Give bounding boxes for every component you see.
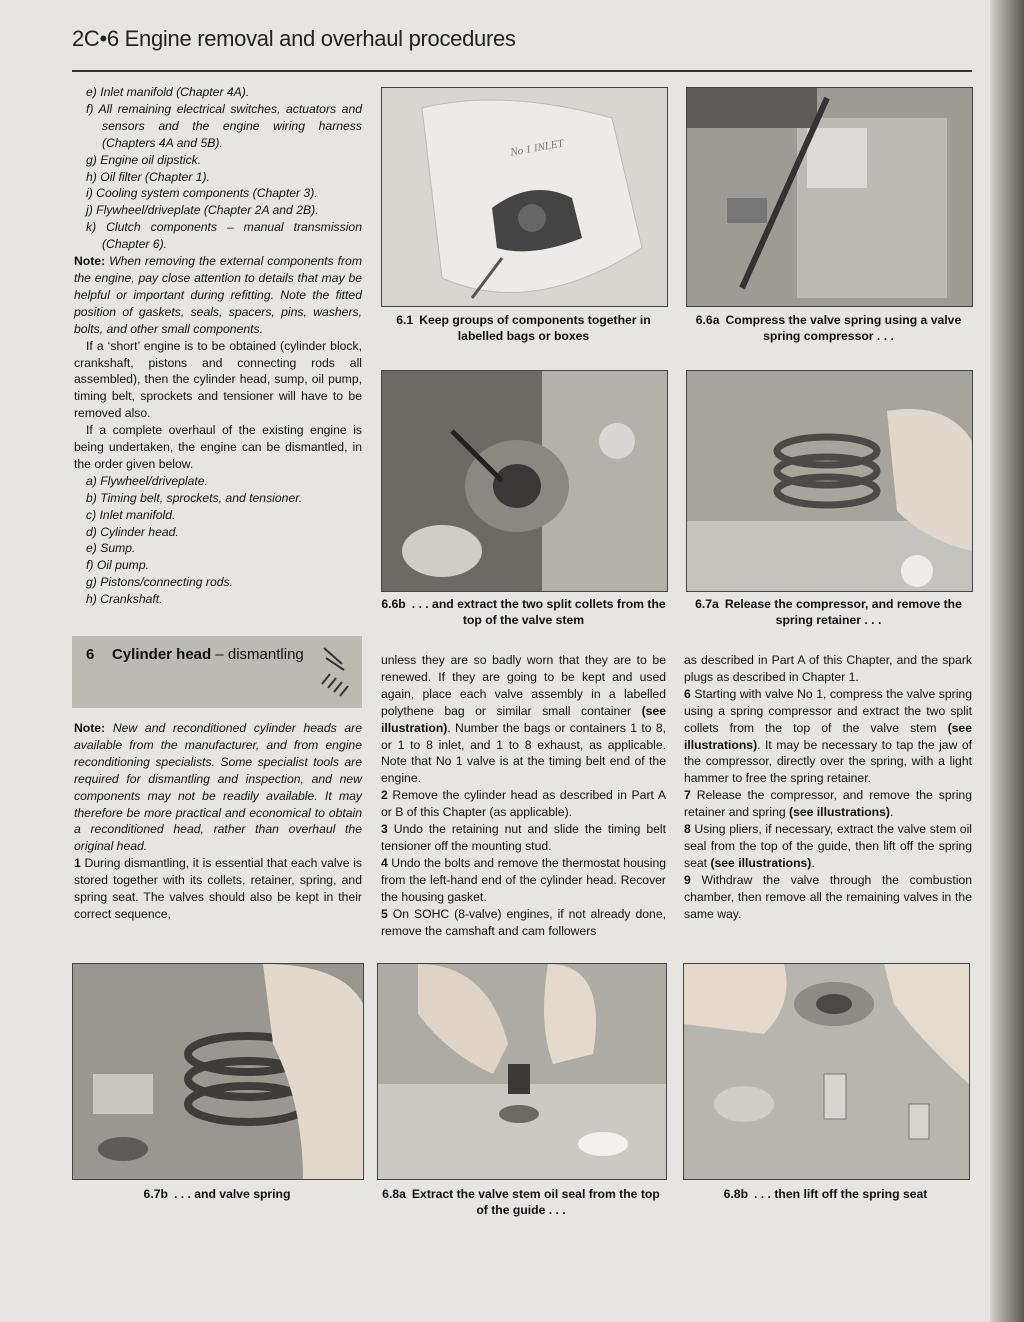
caption-6-6a: 6.6a Compress the valve spring using a valve spring compressor . . . <box>695 313 962 343</box>
note-paragraph <box>74 253 362 338</box>
order-item: c) Inlet manifold. <box>86 507 176 522</box>
spring-compressor-image <box>687 88 972 306</box>
paragraph: as described in Part A of this Chapter, and the spark plugs as described in Chapter 1. <box>684 653 972 684</box>
note-label: Note: <box>74 254 106 269</box>
bag-of-valves-image <box>382 88 667 306</box>
photo-6-6b <box>381 370 668 592</box>
split-collets-image <box>382 371 667 591</box>
paragraph: 6 Starting with valve No 1, compress the valve spring using a spring compressor and extract the two split collets from the top of the valve stem (see illustrations). It may be necessary to tap the jaw of the compressor, directly over the spring, with a light hammer to free the spring retainer. <box>684 686 972 786</box>
right-column <box>684 652 972 923</box>
header-rule <box>72 70 972 72</box>
note-text: When removing the external components from the engine, pay close attention to details that may be helpful or important during refitting. Note the fitted position of gaskets, seals, spacers, pins, washers, bolts, and other small components. <box>74 254 362 336</box>
caption-6-7b: 6.7b . . . and valve spring <box>143 1187 291 1201</box>
book-spine-shadow <box>990 0 1024 1322</box>
order-item: h) Crankshaft. <box>86 592 163 607</box>
svg-text:No 1 INLET: No 1 INLET <box>509 137 565 159</box>
photo-6-7a <box>686 370 973 592</box>
paragraph: If a complete overhaul of the existing engine is being undertaken, the engine can be dismantled, in the order given below. <box>74 423 362 471</box>
section-title: Cylinder head – dismantling <box>112 646 304 663</box>
caption-6-8b: 6.8b . . . then lift off the spring seat <box>723 1187 928 1201</box>
list-item: g) Engine oil dipstick. <box>86 152 202 167</box>
paragraph: unless they are so badly worn that they are to be renewed. If they are going to be kept and used again, place each valve assembly in a labelled polythene bag or similar small container (see illustration). Number the bags or containers 1 to 8, or 1 to 8 inlet, and 1 to 8 exhaust, as applicable. Note that No 1 valve is at the timing belt end of the engine. <box>381 653 666 786</box>
caption-6-1: 6.1 Keep groups of components together in labelled bags or boxes <box>396 313 651 343</box>
list-item: i) Cooling system components (Chapter 3). <box>86 186 318 201</box>
paragraph: If a ‘short’ engine is to be obtained (cylinder block, crankshaft, pistons and connecting rods all assembled), then the cylinder head, sump, oil pump, timing belt, sprockets and tensioner will have to be removed also. <box>74 338 362 421</box>
list-item: e) Inlet manifold (Chapter 4A). <box>86 85 250 99</box>
order-item: d) Cylinder head. <box>86 524 179 539</box>
paragraph: 5 On SOHC (8-valve) engines, if not already done, remove the camshaft and cam followers <box>381 906 666 938</box>
photo-6-8b <box>683 963 970 1180</box>
middle-column <box>381 652 666 939</box>
photo-6-7b <box>72 963 364 1180</box>
list-item: k) Clutch components – manual transmission (Chapter 6). <box>86 220 362 252</box>
paragraph: 4 Undo the bolts and remove the thermostat housing from the left-hand end of the cylinder head. Recover the housing gasket. <box>381 855 666 904</box>
list-item: f) All remaining electrical switches, actuators and sensors and the engine wiring harness (Chapters 4A and 5B). <box>86 101 362 150</box>
order-item: e) Sump. <box>86 541 136 556</box>
photo-6-8a <box>377 963 667 1180</box>
note-paragraph: Note: New and reconditioned cylinder heads are available from the manufacturer, and from engine reconditioning specialists. Some specialist tools are required for dismantling and inspection, and new components may not be readily available. It may therefore be more practical and economical to obtain a reconditioned head, rather than overhaul the original head. <box>74 721 362 854</box>
oil-seal-image <box>378 964 666 1179</box>
paragraph: 1 During dismantling, it is essential that each valve is stored together with its collets, retainer, spring, and spring seat. The valves should also be kept in their correct sequence, <box>74 856 362 921</box>
paragraph: 8 Using pliers, if necessary, extract the valve stem oil seal from the top of the guide, then lift off the spring seat (see illustrations). <box>684 822 972 870</box>
left-column <box>74 84 362 608</box>
order-item: g) Pistons/connecting rods. <box>86 575 234 590</box>
difficulty-wrench-icon <box>316 640 352 702</box>
caption-6-7a: 6.7a Release the compressor, and remove the spring retainer . . . <box>695 597 962 627</box>
paragraph: 9 Withdraw the valve through the combustion chamber, then remove all the remaining valves in the same way. <box>684 872 972 921</box>
photo-6-6a <box>686 87 973 307</box>
photo-6-1 <box>381 87 668 307</box>
section-column <box>74 720 362 923</box>
paragraph: 2 Remove the cylinder head as described in Part A or B of this Chapter (as applicable). <box>381 788 666 820</box>
list-item: h) Oil filter (Chapter 1). <box>86 169 210 184</box>
section-number: 6 <box>86 646 95 663</box>
page-header: 2C•6 Engine removal and overhaul procedures <box>72 26 516 51</box>
list-item: j) Flywheel/driveplate (Chapter 2A and 2B). <box>86 203 319 218</box>
spring-retainer-image <box>687 371 972 591</box>
order-item: f) Oil pump. <box>86 558 149 573</box>
order-item: a) Flywheel/driveplate. <box>86 473 208 488</box>
paragraph: 7 Release the compressor, and remove the spring retainer and spring (see illustrations). <box>684 788 972 820</box>
paragraph: 3 Undo the retaining nut and slide the timing belt tensioner off the mounting stud. <box>381 822 666 853</box>
caption-6-8a: 6.8a Extract the valve stem oil seal from the top of the guide . . . <box>382 1187 660 1217</box>
order-item: b) Timing belt, sprockets, and tensioner. <box>86 490 303 505</box>
caption-6-6b: 6.6b . . . and extract the two split collets from the top of the valve stem <box>381 597 666 627</box>
valve-spring-image <box>73 964 363 1179</box>
spring-seat-image <box>684 964 969 1179</box>
section-heading <box>72 636 362 708</box>
